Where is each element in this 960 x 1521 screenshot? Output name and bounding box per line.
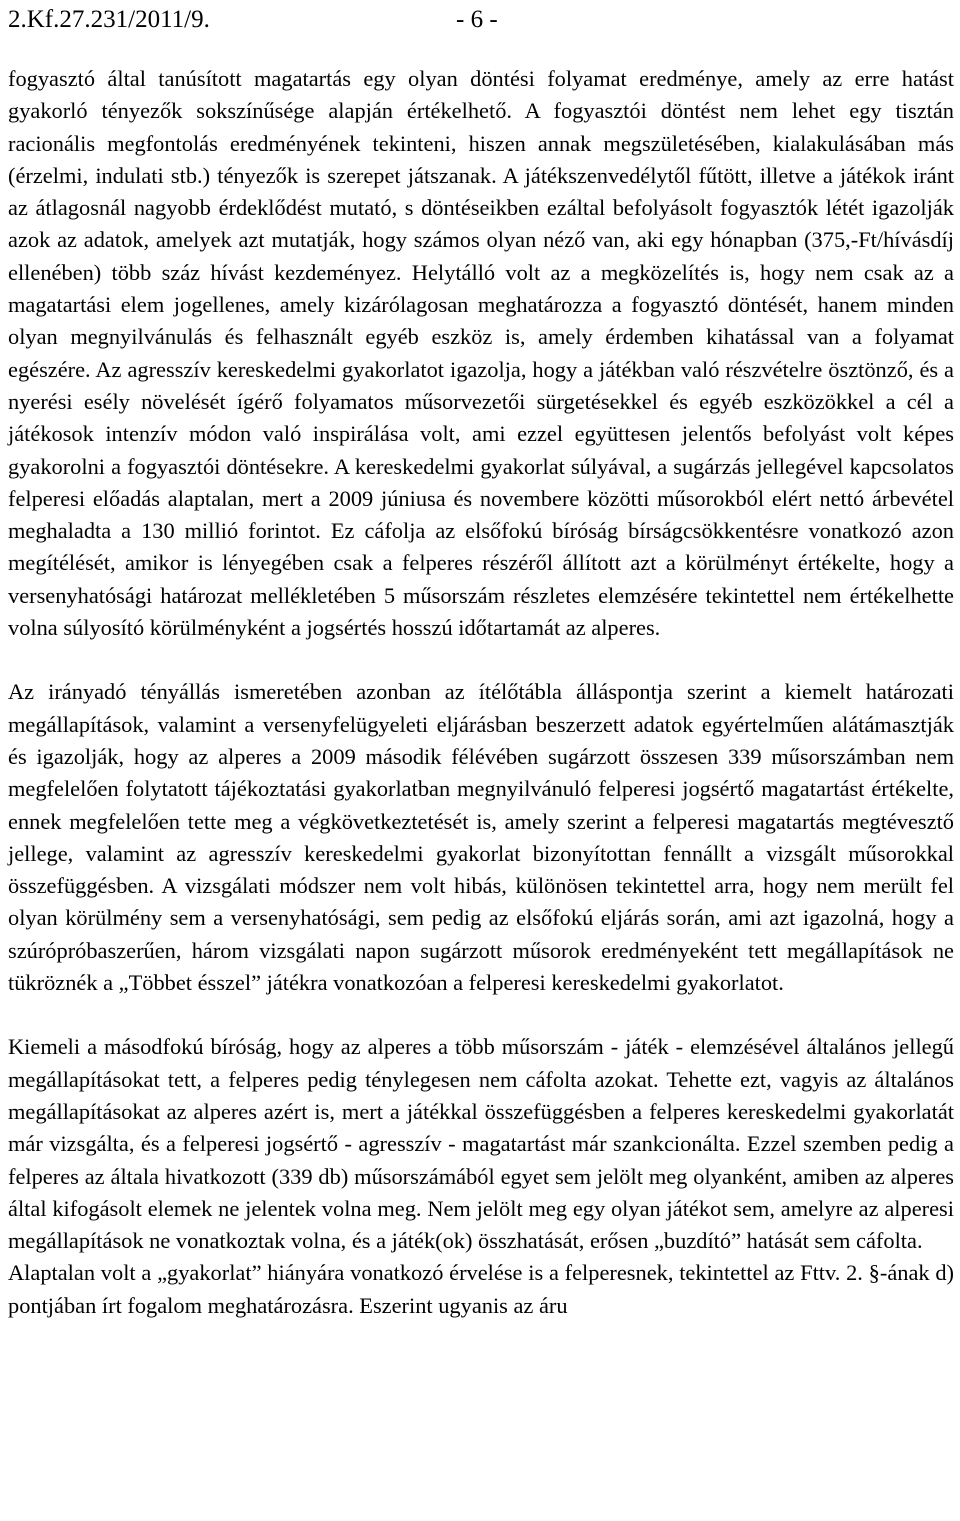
document-body: [8, 63, 954, 1322]
page-header: [8, 3, 952, 37]
case-number: 2.Kf.27.231/2011/9.: [8, 6, 210, 33]
paragraph-1: fogyasztó által tanúsított magatartás egy olyan döntési folyamat eredménye, amely az erre hatást gyakorló tényezők sokszínűsége alapján értékelhető. A fogyasztói döntést nem lehet egy tisztán racionális megfontolás eredményének tekinteni, hiszen annak megszületésében, kialakulásában más (érzelmi, indulati stb.) tényezők is szerepet játszanak. A játékszenvedélytől fűtött, illetve a játékok iránt az átlagosnál nagyobb érdeklődést mutató, s döntéseikben ezáltal befolyásolt fogyasztók létét igazolják azok az adatok, amelyek azt mutatják, hogy számos olyan néző van, aki egy hónapban (375,-Ft/hívásdíj ellenében) több száz hívást kezdeményez. Helytálló volt az a megközelítés is, hogy nem csak az a magatartási elem jogellenes, amely kizárólagosan meghatározza a fogyasztó döntését, hanem minden olyan megnyilvánulás és felhasznált egyéb eszköz is, amely érdemben kihatással van a folyamat egészére. Az agresszív kereskedelmi gyakorlatot igazolja, hogy a játékban való részvételre ösztönző, és a nyerési esély növelését ígérő folyamatos műsorvezetői sürgetésekkel és egyéb eszközökkel a cél a játékosok intenzív módon való inspirálása volt, ami ezzel együttesen jelentős befolyást volt képes gyakorolni a fogyasztói döntésekre. A kereskedelmi gyakorlat súlyával, a sugárzás jellegével kapcsolatos felperesi előadás alaptalan, mert a 2009 júniusa és novembere közötti műsorokból elért nettó árbevétel meghaladta a 130 millió forintot. Ez cáfolja az elsőfokú bíróság bírságcsökkentésre vonatkozó azon megítélését, amikor is lényegében csak a felperes részéről állított azt a körülményt értékelte, hogy a versenyhatósági határozat mellékletében 5 műsorszám részletes elemzésére tekintettel nem értékelhette volna súlyosító körülményként a jogsértés hosszú időtartamát az alperes.: [8, 66, 954, 641]
paragraph-2: Az irányadó tényállás ismeretében azonban az ítélőtábla álláspontja szerint a kiemelt határozati megállapítások, valamint a versenyfelügyeleti eljárásban beszerzett adatok egyértelműen alátámasztják és igazolják, hogy az alperes a 2009 második félévében sugárzott összesen 339 műsorszámban nem megfelelően folytatott tájékoztatási gyakorlatban megnyilvánuló felperesi jogsértő magatartást értékelte, ennek megfelelően tette meg a végkövetkeztetését is, amely szerint a felperesi magatartás megtévesztő jellege, valamint az agresszív kereskedelmi gyakorlat bizonyítottan fennállt a vizsgált műsorokkal összefüggésben. A vizsgálati módszer nem volt hibás, különösen tekintettel arra, hogy nem merült fel olyan körülmény sem a versenyhatósági, sem pedig az elsőfokú eljárás során, ami azt igazolná, hogy a szúrópróbaszerűen, három vizsgálati napon sugárzott műsorok eredményeként tett megállapítások ne tükröznék a „Többet ésszel” játékra vonatkozóan a felperesi kereskedelmi gyakorlatot.: [8, 679, 954, 996]
paragraph-3: Kiemeli a másodfokú bíróság, hogy az alperes a több műsorszám - játék - elemzésével általános jellegű megállapításokat tett, a felperes pedig ténylegesen nem cáfolta azokat. Tehette ezt, vagyis az általános megállapításokat az alperes azért is, mert a játékkal összefüggésben a felperes kereskedelmi gyakorlatát már vizsgálta, és a felperesi jogsértő - agresszív - magatartást már szankcionálta. Ezzel szemben pedig a felperes az általa hivatkozott (339 db) műsorszámából egyet sem jelölt meg olyanként, amiben az alperes által kifogásolt elemek ne jelentek volna meg. Nem jelölt meg egy olyan játékot sem, amelyre az alperesi megállapítások ne vonatkoztak volna, és a játék(ok) összhatását, erősen „buzdító” hatását sem cáfolta.: [8, 1034, 954, 1254]
page-number: - 6 -: [456, 6, 498, 33]
paragraph-4: Alaptalan volt a „gyakorlat” hiányára vonatkozó érvelése is a felperesnek, tekintettel az Fttv. 2. §-ának d) pontjában írt fogalom meghatározásra. Eszerint ugyanis az áru: [8, 1260, 954, 1318]
